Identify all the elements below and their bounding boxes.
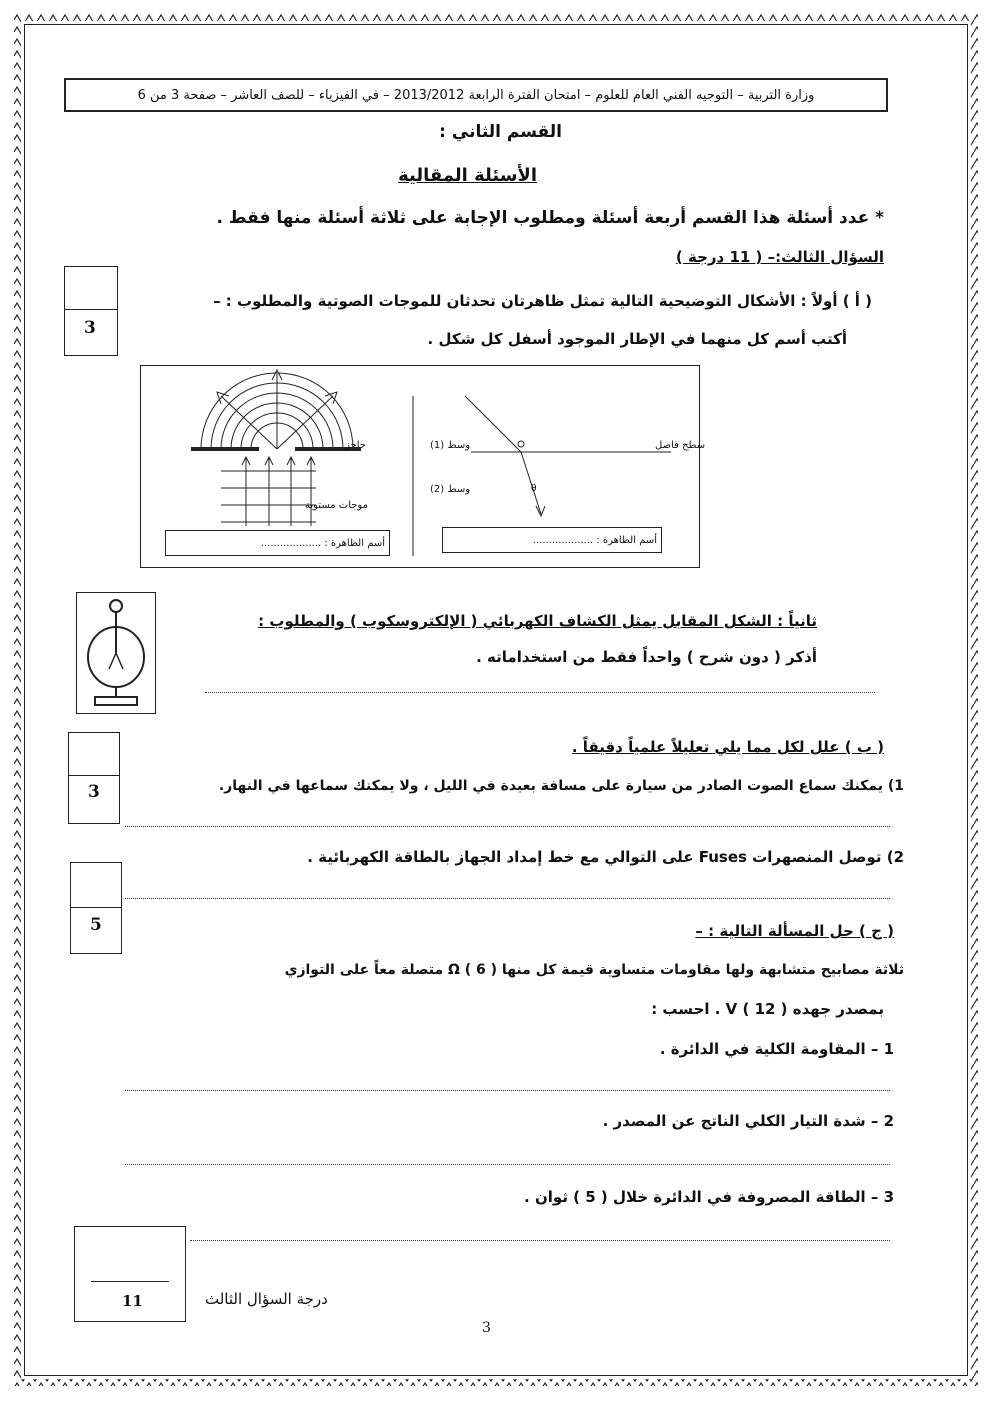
phenomenon-name-right: أسم الظاهرة : ................... — [532, 534, 657, 546]
score-b: 3 — [88, 782, 100, 802]
surface-label: سطح فاصل — [655, 440, 706, 451]
medium1-label: وسط (1) — [430, 440, 471, 451]
score-c: 5 — [90, 915, 102, 935]
exam-header — [64, 78, 888, 112]
page-number: 3 — [482, 1320, 491, 1336]
part-c-q3: 3 – الطاقة المصروفة في الدائرة خلال ( 5 ) ثوان . — [524, 1188, 894, 1206]
total-label: درجة السؤال الثالث — [205, 1290, 328, 1308]
answer-line — [125, 1090, 890, 1091]
part-b-title: ( ب ) علل لكل مما يلي تعليلاً علمياً دقيقاً . — [571, 738, 884, 756]
part-b-item1: 1) يمكنك سماع الصوت الصادر من سيارة على مسافة بعيدة في الليل ، ولا يمكنك سماعها في النهار. — [218, 778, 904, 794]
electroscope-icon — [77, 593, 155, 713]
instructions: * عدد أسئلة هذا القسم أربعة أسئلة ومطلوب الإجابة على ثلاثة أسئلة منها فقط . — [216, 208, 884, 228]
part-c-title: ( ج ) حل المسألة التالية : – — [695, 922, 894, 940]
header-text: وزارة التربية – التوجيه الفني العام للعلوم – امتحان الفترة الرابعة 2013/2012 – في الفيزياء – للصف العاشر – صفحة 3 من 6 — [137, 87, 815, 103]
part-c-q1: 1 – المقاومة الكلية في الدائرة . — [659, 1040, 894, 1058]
phenomenon-name-box-right — [442, 527, 662, 553]
total-score: 11 — [122, 1292, 143, 1310]
score-box-a — [64, 266, 118, 356]
answer-line — [125, 898, 890, 899]
problem-line1: ثلاثة مصابيح متشابهة ولها مقاومات متساوية قيمة كل منها Ω ( 6 ) متصلة معاً على التوازي — [284, 962, 904, 978]
refraction-diagram — [465, 396, 671, 516]
part-a-line1: ( أ ) أولاً : الأشكال التوضيحية التالية تمثل ظاهرتان تحدثان للموجات الصوتية والمطلوب : – — [213, 292, 872, 310]
answer-line — [125, 1164, 890, 1165]
essay-title: الأسئلة المقالية — [398, 165, 537, 186]
electroscope-figure — [76, 592, 156, 714]
part-c-q2: 2 – شدة التيار الكلي الناتج عن المصدر . — [602, 1112, 894, 1130]
part-b-item2: 2) توصل المنصهرات Fuses على التوالي مع خط إمداد الجهاز بالطاقة الكهربائية . — [307, 848, 904, 866]
answer-line — [190, 1240, 890, 1241]
answer-line — [205, 692, 875, 693]
waves-label: موجات مستوية — [305, 500, 368, 511]
barrier-label: حاجز — [345, 440, 366, 451]
score-box-b — [68, 732, 120, 824]
section-title: القسم الثاني : — [439, 122, 562, 142]
answer-line — [125, 826, 890, 827]
phenomenon-name-box-left — [165, 530, 390, 556]
second-line2: أذكر ( دون شرح ) واحداً فقط من استخداماته . — [476, 648, 817, 666]
question3-title: السؤال الثالث:– ( 11 درجة ) — [675, 248, 884, 266]
second-line1: ثانياً : الشكل المقابل يمثل الكشاف الكهربائي ( الإلكتروسكوب ) والمطلوب : — [258, 612, 817, 630]
phenomenon-name-left: أسم الظاهرة : ................... — [260, 537, 385, 549]
part-a-line2: أكتب أسم كل منهما في الإطار الموجود أسفل كل شكل . — [427, 330, 847, 348]
score-box-c — [70, 862, 122, 954]
svg-text:θ: θ — [531, 484, 537, 494]
score-a: 3 — [84, 318, 96, 338]
medium2-label: وسط (2) — [430, 484, 471, 495]
problem-line2: بمصدر جهده V ( 12 ) . احسب : — [651, 1000, 884, 1018]
